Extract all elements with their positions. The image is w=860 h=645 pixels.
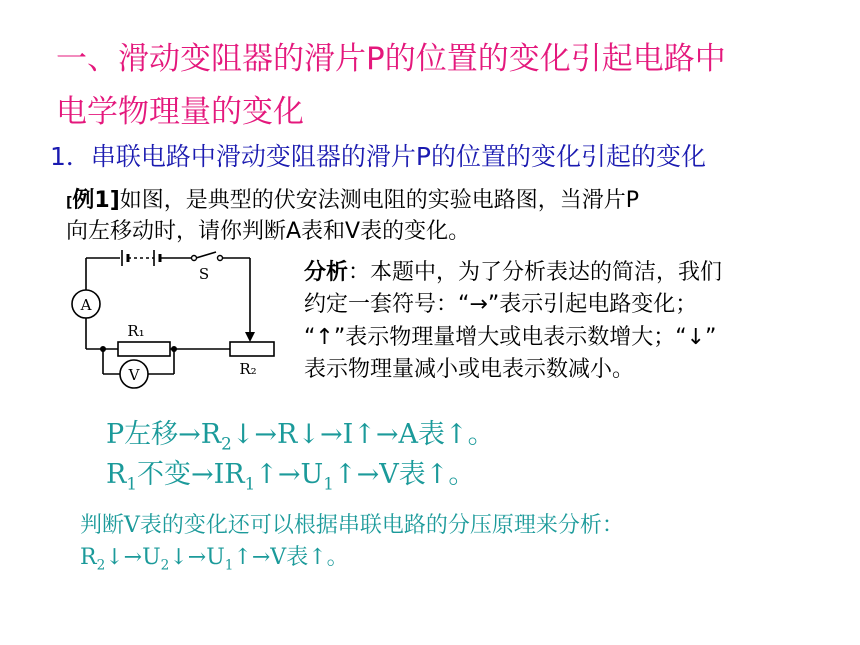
analysis-text-1: ：本题中，为了分析表达的简洁，我们 — [348, 260, 723, 285]
r2-resistor — [230, 342, 274, 356]
r1-label: R₁ — [127, 322, 145, 340]
analysis-line-4: 表示物理量减小或电表示数减小。 — [304, 357, 635, 382]
switch-label: S — [198, 265, 210, 283]
note-line-2: $R_2↓\to U_2↓\to U_1↑\to V$表↑。 — [80, 545, 349, 574]
analysis-line-3: “↑”表示物理量增大或电表示数增大；“↓” — [304, 325, 717, 350]
switch-contact — [192, 256, 197, 261]
analysis-line-2: 约定一套符号：“→”表示引起电路变化； — [304, 292, 698, 317]
slider-arrow-icon — [245, 332, 255, 342]
example-line-2: 向左移动时，请你判断A表和V表的变化。 — [66, 219, 471, 244]
formula-line-1: P左移$\to R_2↓\to R↓\to I↑\to A$表↑。 — [106, 419, 495, 454]
analysis-label: 分析 — [304, 260, 349, 285]
subheading: 1．串联电路中滑动变阻器的滑片P的位置的变化引起的变化 — [50, 142, 706, 171]
heading-line-2: 电学物理量的变化 — [56, 94, 304, 130]
junction-dot — [100, 346, 106, 352]
voltmeter-label: V — [128, 366, 140, 384]
junction-dot — [171, 346, 177, 352]
r1-resistor — [118, 342, 170, 356]
formula-line-2: $R_1$不变$\to IR_1↑\to U_1↑\to V$表↑。 — [106, 459, 476, 494]
switch-blade — [196, 252, 216, 258]
example-line-1 — [66, 183, 639, 214]
circuit-diagram — [60, 248, 275, 393]
r2-label: R₂ — [239, 360, 257, 378]
example-label: [例1] — [66, 188, 120, 213]
heading-line-1: 一、滑动变阻器的滑片P的位置的变化引起电路中 — [56, 41, 726, 77]
ammeter-label: A — [80, 296, 92, 314]
example-text-1: 如图，是典型的伏安法测电阻的实验电路图，当滑片P — [119, 188, 640, 213]
switch-contact — [218, 256, 223, 261]
analysis-line-1 — [304, 255, 722, 286]
note-line-1: 判断V表的变化还可以根据串联电路的分压原理来分析： — [80, 513, 624, 538]
